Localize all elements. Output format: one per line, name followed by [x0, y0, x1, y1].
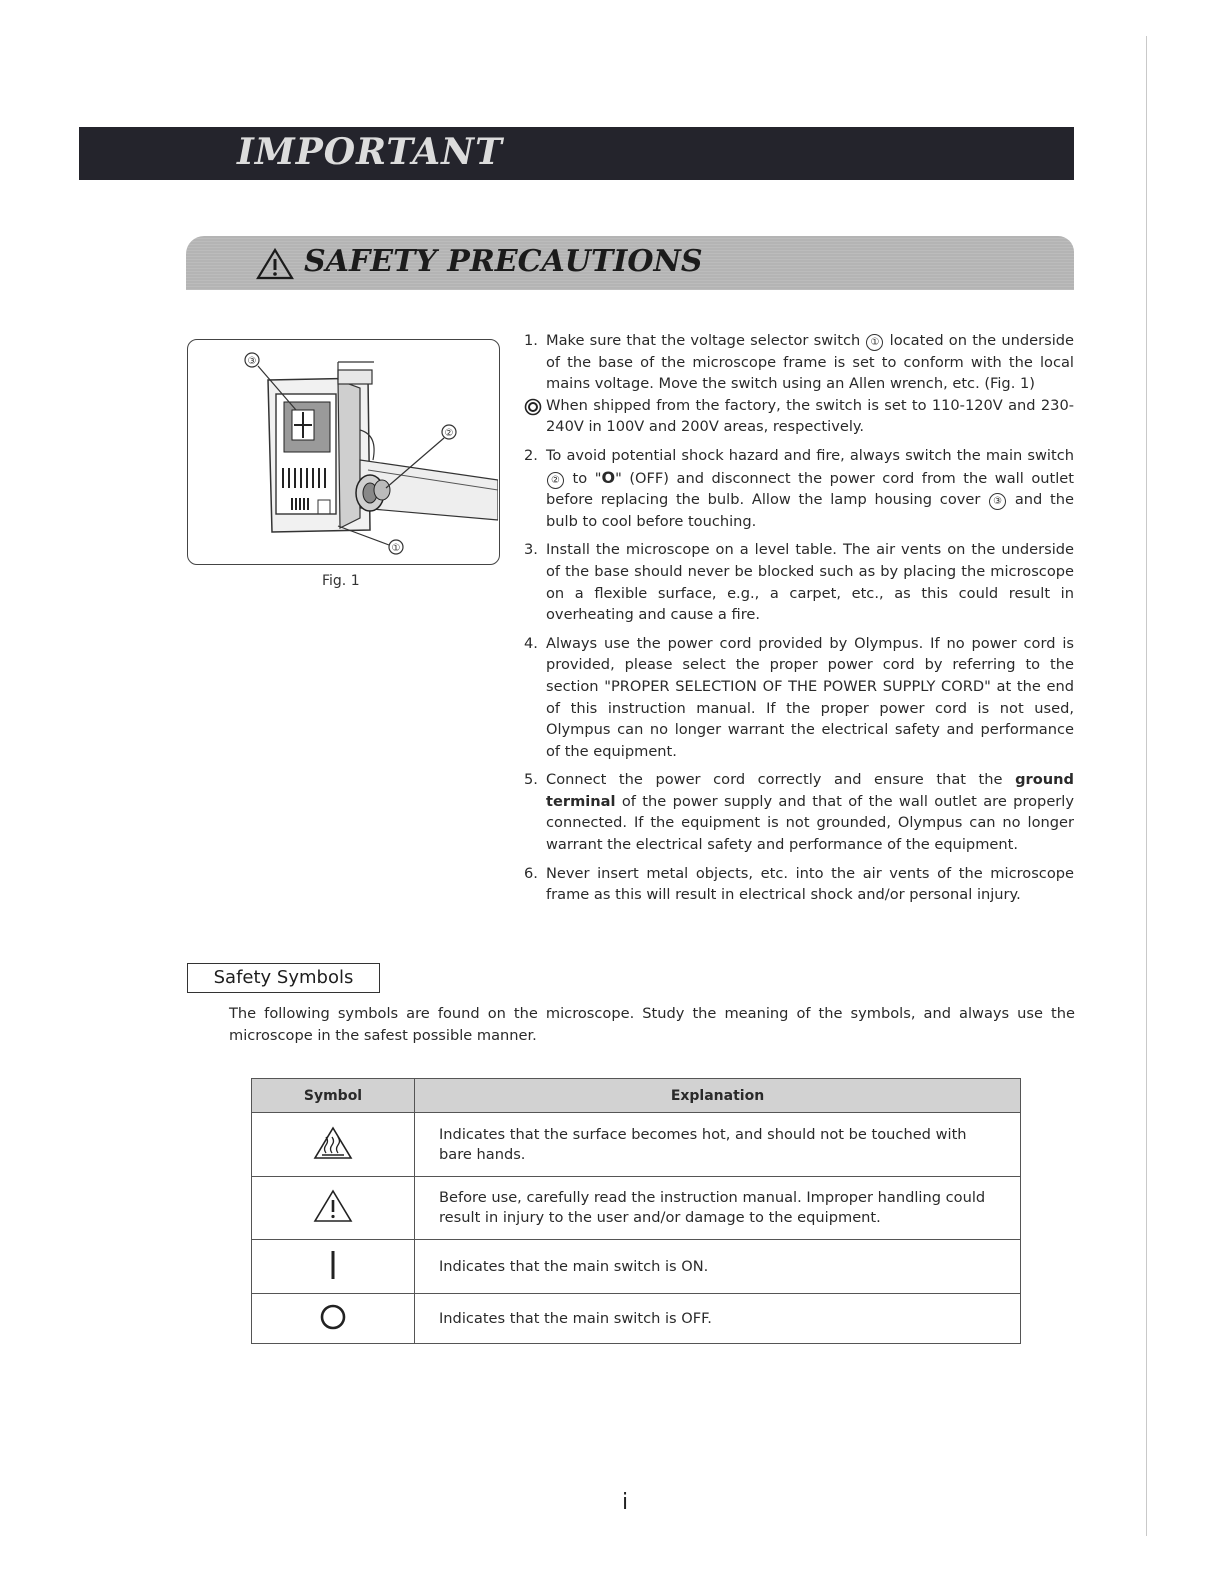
precaution-note-1: When shipped from the factory, the switch is set to 110-120V and 230-240V in 100V and 200V areas, respectively. [522, 395, 1074, 438]
precautions-list [522, 330, 1074, 913]
safety-symbols-heading: Safety Symbols [187, 963, 380, 993]
callout-1: ① [391, 543, 401, 554]
caution-icon [313, 1189, 353, 1223]
warning-triangle-icon [256, 248, 294, 280]
microscope-base-illustration [188, 340, 498, 563]
hot-surface-icon [313, 1126, 353, 1160]
precaution-item-4: 4. Always use the power cord provided by Olympus. If no power cord is provided, please select the proper power cord by referring to the section "PROPER SELECTION OF THE POWER SUPPLY CORD" at the end of this instruction manual. If the proper power cord is not used, Olympus can no longer warrant the electrical safety and performance of the equipment. [524, 634, 1074, 760]
precaution-item-3: 3. Install the microscope on a level table. The air vents on the underside of the base should never be blocked such as by placing the microscope on a flexible surface, e.g., a carpet, etc., as this could result in overheating and cause a fire. [524, 541, 1074, 624]
table-row [252, 1113, 1021, 1177]
caution-explanation: Before use, carefully read the instruction manual. Improper handling could result in injury to the user and/or damage to the equipment. [415, 1177, 1021, 1240]
page-number: i [622, 1490, 629, 1515]
callout-ref-1: ① [866, 334, 883, 351]
note-icon [524, 398, 542, 416]
table-header-row [252, 1079, 1021, 1113]
figure-1 [187, 339, 500, 565]
precaution-item-6: 6. Never insert metal objects, etc. into the air vents of the microscope frame as this will result in electrical shock and/or personal injury. [524, 864, 1074, 904]
callout-ref-2: ② [547, 472, 564, 489]
precaution-item-1: 1. Make sure that the voltage selector switch ① located on the underside of the base of the microscope frame is set to conform with the local mains voltage. Move the switch using an Allen wrench, etc. (Fig. 1) [524, 332, 1074, 393]
switch-on-icon [328, 1249, 338, 1281]
switch-off-explanation: Indicates that the main switch is OFF. [415, 1294, 1021, 1344]
safety-precautions-banner [186, 236, 1074, 290]
precaution-item-2: 2. To avoid potential shock hazard and fire, always switch the main switch ② to "O" (OFF) and disconnect the power cord from the wall outlet before replacing the bulb. Allow the lamp housing cover ③ and the bulb to cool before touching. [524, 446, 1074, 530]
important-title: IMPORTANT [237, 131, 503, 173]
safety-symbols-table [251, 1078, 1021, 1344]
safety-precautions-title: SAFETY PRECAUTIONS [304, 244, 703, 279]
table-row [252, 1177, 1021, 1240]
explanation-column-header: Explanation [415, 1079, 1021, 1113]
table-row [252, 1240, 1021, 1294]
symbol-column-header: Symbol [252, 1079, 415, 1113]
callout-ref-3: ③ [989, 493, 1006, 510]
hot-surface-explanation: Indicates that the surface becomes hot, and should not be touched with bare hands. [415, 1113, 1021, 1177]
callout-3: ③ [247, 356, 257, 367]
switch-off-icon [318, 1302, 348, 1332]
page-edge-line [1146, 36, 1147, 1536]
table-row [252, 1294, 1021, 1344]
switch-on-explanation: Indicates that the main switch is ON. [415, 1240, 1021, 1294]
important-banner [79, 127, 1074, 180]
callout-2: ② [444, 428, 454, 439]
precaution-item-5: 5. Connect the power cord correctly and ensure that the ground terminal of the power supply and that of the wall outlet are properly connected. If the equipment is not grounded, Olympus can no longer warrant the electrical safety and performance of the equipment. [524, 771, 1074, 854]
safety-symbols-intro: The following symbols are found on the microscope. Study the meaning of the symbols, and always use the microscope in the safest possible manner. [229, 1005, 1075, 1044]
figure-caption: Fig. 1 [322, 573, 360, 589]
